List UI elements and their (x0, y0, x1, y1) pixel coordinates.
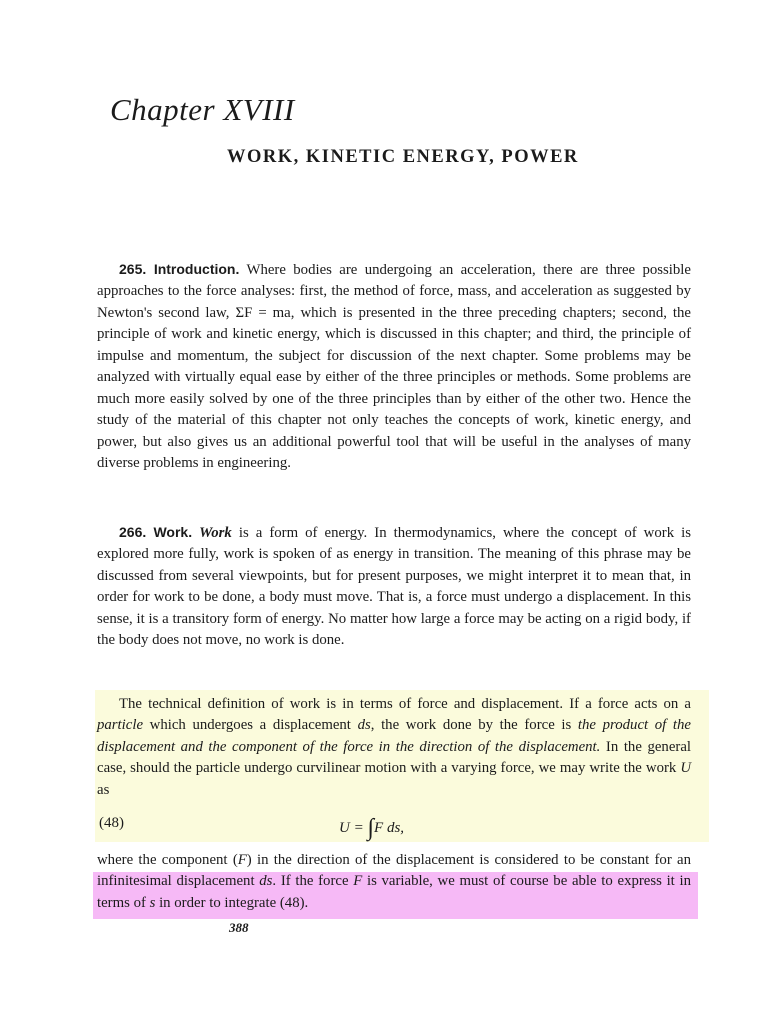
F-symbol-1: F (237, 852, 247, 868)
ds-symbol: ds (357, 717, 371, 734)
section-266-text: is a form of energy. In thermodynamics, where the concept of work is explored more fully, work is spoken of as energy in transition. The meaning of this phrase may be discussed from several viewpoints, but for present purposes, we might interpret it to mean that, in order for work to be done, a body must move. That is, a force must undergo a displacement. In this sense, it is a transitory form of energy. No matter how large a force may be acting on a rigid body, if the body does not move, no work is done. (97, 525, 692, 649)
equation-number: (48) (99, 815, 124, 831)
after-text-5: in order to integrate (48). (155, 894, 309, 911)
section-265-paragraph (97, 259, 691, 475)
definition-emphasis: the product of the displacement and the component of the force in the direction of the displacement. (97, 717, 691, 755)
F-symbol-2: F (353, 873, 363, 890)
definition-text-2: which undergoes a displacement (143, 717, 358, 734)
definition-text-4: In the general case, should the particle undergo curvilinear motion with a varying force, we may write the work (97, 738, 692, 777)
definition-text-1: The technical definition of work is in terms of force and displacement. If a force acts on a (119, 696, 691, 712)
after-text-3: . If the force (272, 873, 354, 890)
equation-48 (97, 812, 691, 841)
section-266-heading: 266. Work. (119, 524, 193, 540)
equation-rhs: F ds, (374, 820, 405, 836)
after-text-4: is variable, we must of course be able to express it in terms of (97, 873, 691, 911)
chapter-title: WORK, KINETIC ENERGY, POWER (227, 147, 579, 167)
equation-formula (339, 812, 404, 839)
integral-sign: ∫ (367, 815, 375, 841)
ds-symbol-2: ds (259, 873, 273, 890)
section-265-heading: 265. Introduction. (119, 261, 240, 277)
after-text-2: ) in the direction of the displacement is considered to be constant for an infinitesimal displacement (97, 852, 691, 890)
page-number: 388 (229, 920, 249, 935)
equation-lhs: U = (339, 820, 368, 836)
definition-text-5: as (97, 781, 110, 798)
chapter-heading: Chapter XVIII (110, 92, 295, 127)
section-266-paragraph (97, 522, 691, 652)
particle-term: particle (97, 717, 144, 734)
U-symbol: U (680, 760, 691, 777)
work-term: Work (199, 525, 232, 541)
after-equation-paragraph (97, 850, 691, 914)
section-265-text: Where bodies are undergoing an acceleration, there are three possible approaches to the force analyses: first, the method of force, mass, and acceleration as suggested by Newton's second law, ΣF = ma, which is presented in the three preceding chapters; second, the principle of work and kinetic energy, which is discussed in this chapter; and third, the principle of impulse and momentum, the subject for discussion of the next chapter. Some problems may be analyzed with virtually equal ease by either of the three principles or methods. Some problems are much more easily solved by one of the three principles than by either of the other two. Hence the study of the material of this chapter not only teaches the concepts of work, kinetic energy, and power, but also gives us an additional powerful tool that will be useful in the analyses of many diverse problems in engineering. (97, 262, 691, 472)
definition-paragraph (97, 694, 691, 801)
s-symbol: s (149, 894, 156, 911)
definition-text-3: , the work done by the force is (370, 717, 578, 734)
after-text-1: where the component ( (97, 852, 238, 868)
